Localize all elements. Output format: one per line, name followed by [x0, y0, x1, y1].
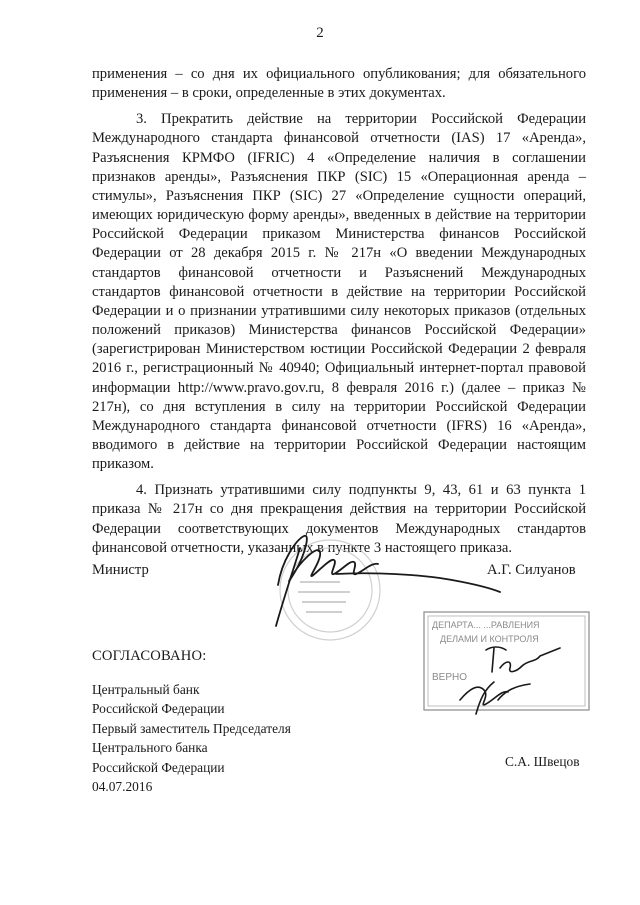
- stamp-line-1: ДЕПАРТА... ...РАВЛЕНИЯ: [432, 620, 540, 630]
- signatory-title: Министр: [92, 562, 149, 578]
- approver-name: С.А. Швецов: [505, 754, 580, 769]
- paragraph-item-3-tail: , 8 февраля 2016 г.) (далее – приказ № 217н), со дня вступления в силу на территории Российской Федерации Международного стандарта финансовой отчетности (IFRS) 16 «Аренда», вводимого в действие на территории Российской Федерации настоящим приказом.: [92, 379, 586, 473]
- approval-line: Центрального банка: [92, 740, 208, 756]
- approval-line: Центральный банк: [92, 682, 200, 697]
- page-number: 2: [316, 25, 324, 41]
- stamp-line-3: ВЕРНО: [432, 672, 468, 683]
- approval-line: Первый заместитель Председателя: [92, 720, 291, 736]
- stamp-line-2: ДЕЛАМИ И КОНТРОЛЯ: [440, 634, 539, 644]
- approval-line: Российской Федерации: [92, 759, 225, 775]
- round-stamp-faint: [280, 540, 380, 640]
- approval-line: Российской Федерации: [92, 701, 225, 717]
- stamp-initials-signature: [460, 647, 560, 714]
- paragraph-item-3-text: 3. Прекратить действие на территории Российской Федерации Международного стандарта финансовой отчетности (IAS) 17 «Аренда», Разъяснения КРМФО (IFRIC) 4 «Определение наличия в соглашении признаков аренды», Разъяснения ПКР (SIC) 15 «Операционная аренда – стимулы», Разъяснения ПКР (SIC) 27 «Определение сущности операций, имеющих юридическую форму аренды», введенных в действие на территории Российской Федерации приказом Министерства финансов Российской Федерации от 28 декабря 2015 г. № 217н «О введении Международных стандартов финансовой отчетности и Разъяснений Международных стандартов финансовой отчетности в действие на территории Российской Федерации и о признании утратившими силу некоторых приказов (отдельных положений приказов) Министерства финансов Российской Федерации» (зарегистрирован Министерством юстиции Российской Федерации 2 февраля 2016 г., регистрационный № 40940; Официальный интернет-портал правовой информации: [92, 111, 586, 396]
- paragraph-continuation: применения – со дня их официального опубликования; для обязательного применения – в сроки, определенные в этих документах.: [92, 66, 586, 102]
- approval-organization: [92, 680, 291, 796]
- approval-label: СОГЛАСОВАНО:: [92, 648, 207, 664]
- signatory-name: А.Г. Силуанов: [487, 562, 576, 578]
- paragraph-item-4: 4. Признать утратившими силу подпункты 9, 43, 61 и 63 пункта 1 приказа № 217н со дня прекращения действия на территории Российской Федерации соответствующих документов Международных стандартов финансовой отчетности, указанных в пункте 3 настоящего приказа.: [92, 482, 586, 556]
- pravo-url-link[interactable]: http://www.pravo.gov.ru: [177, 379, 321, 396]
- approval-date: 04.07.2016: [92, 779, 153, 795]
